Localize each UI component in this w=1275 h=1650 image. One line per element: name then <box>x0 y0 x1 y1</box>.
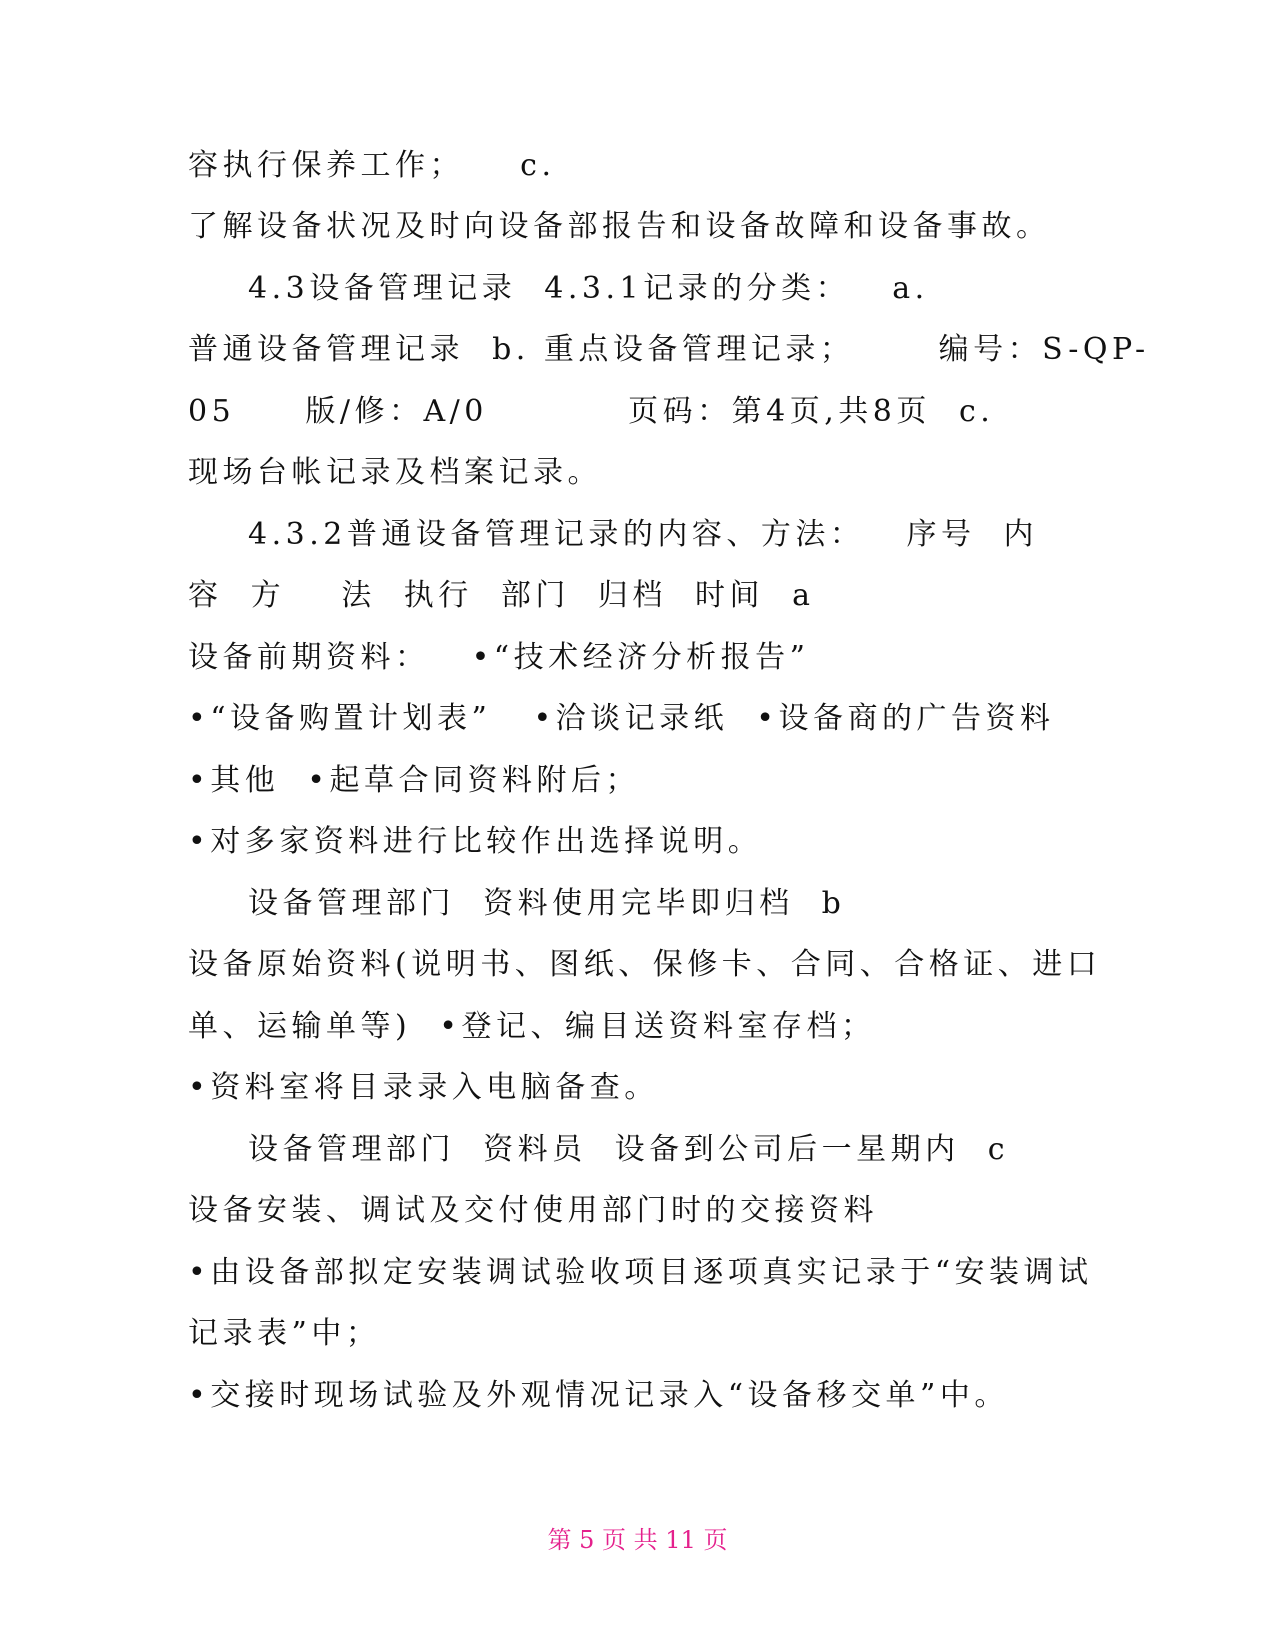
text-line: 容 方 法 执行 部门 归档 时间 a <box>188 578 815 613</box>
text-line: •“设备购置计划表” •洽谈记录纸 •设备商的广告资料 <box>188 701 1055 736</box>
text-line: •交接时现场试验及外观情况记录入“设备移交单”中。 <box>188 1378 1009 1413</box>
text-line: 容执行保养工作； c. <box>188 148 556 183</box>
text-line: 设备原始资料(说明书、图纸、保修卡、合同、合格证、进口 <box>188 947 1102 982</box>
text-line: •由设备部拟定安装调试验收项目逐项真实记录于“安装调试 <box>188 1255 1093 1290</box>
text-line: 现场台帐记录及档案记录。 <box>188 455 602 490</box>
text-line: 4.3设备管理记录 4.3.1记录的分类： a. <box>248 271 929 306</box>
text-line: 05 版/修：A/0 页码：第4页,共8页 c. <box>188 394 995 429</box>
text-line: •其他 •起草合同资料附后； <box>188 763 640 798</box>
text-line: 单、运输单等) •登记、编目送资料室存档； <box>188 1009 876 1044</box>
text-line: •对多家资料进行比较作出选择说明。 <box>188 824 763 859</box>
text-line: 普通设备管理记录 b. 重点设备管理记录； 编号：S-QP- <box>188 332 1150 367</box>
text-line: 设备管理部门 资料员 设备到公司后一星期内 c <box>248 1132 1010 1167</box>
text-line: 4.3.2普通设备管理记录的内容、方法： 序号 内 <box>248 517 1039 552</box>
page-footer: 第 5 页 共 11 页 <box>547 1526 728 1554</box>
text-line: 设备前期资料： •“技术经济分析报告” <box>188 640 810 675</box>
text-line: 设备管理部门 资料使用完毕即归档 b <box>248 886 846 921</box>
text-line: •资料室将目录录入电脑备查。 <box>188 1070 659 1105</box>
text-line: 记录表”中； <box>188 1316 381 1351</box>
text-line: 了解设备状况及时向设备部报告和设备故障和设备事故。 <box>188 209 1051 244</box>
text-line: 设备安装、调试及交付使用部门时的交接资料 <box>188 1193 878 1228</box>
